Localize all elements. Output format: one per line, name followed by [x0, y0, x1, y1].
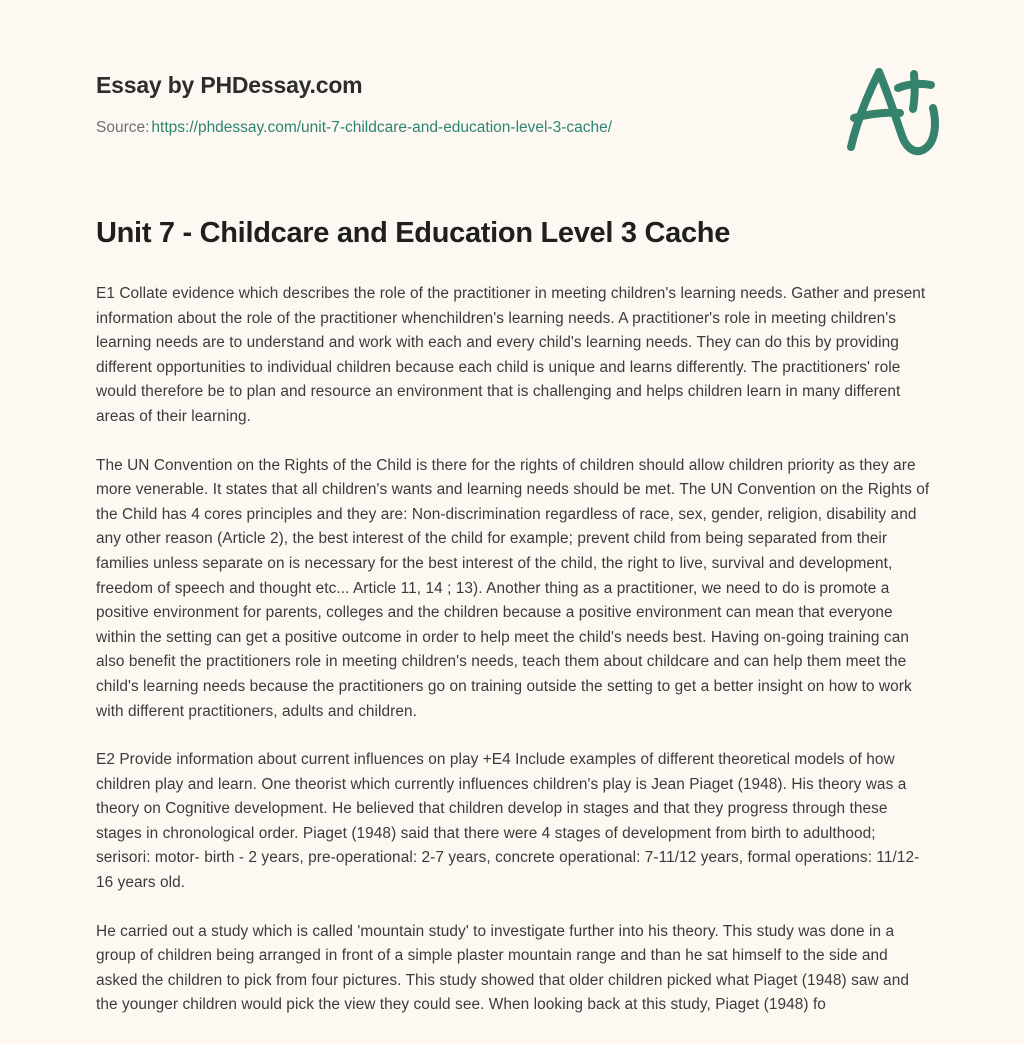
- paragraph: The UN Convention on the Rights of the Child is there for the rights of children should allow children priority as they are more venerable. It states that all children's wants and learning needs should be met. The UN Convention on the Rights of the Child has 4 cores principles and they are: Non-discrimination regardless of race, sex, gender, religion, disability and any other reason (Article 2), the best interest of the child for example; prevent child from being separated from their families unless separate on is necessary for the best interest of the child, the right to live, survival and development, freedom of speech and thought etc... Article 11, 14 ; 13). Another thing as a practitioner, we need to do is promote a positive environment for parents, colleges and the children because a positive environment can mean that everyone within the setting can get a positive outcome in order to help meet the child's needs best. Having on-going training can also benefit the practitioners role in meeting children's needs, teach them about childcare and can help them meet the child's learning needs because the practitioners go on training outside the setting to get a better insight on how to work with different practitioners, adults and children.: [96, 456, 930, 720]
- document-header: [0, 0, 1024, 175]
- paragraph: E2 Provide information about current influences on play +E4 Include examples of different theoretical models of how children play and learn. One theorist which currently influences children's play is Jean Piaget (1948). His theory was a theory on Cognitive development. He believed that children develop in stages and that they progress through these stages in chronological order. Piaget (1948) said that there were 4 stages of development from birth to adulthood; serisori: motor- birth - 2 years, pre-operational: 2-7 years, concrete operational: 7-11/12 years, formal operations: 11/12-16 years old.: [96, 751, 920, 892]
- paragraph: He carried out a study which is called 'mountain study' to investigate further into his theory. This study was done in a group of children being arranged in front of a simple plaster mountain range and than he sat himself to the side and asked the children to pick from four pictures. This study showed that older children picked what Piaget (1948) saw and the younger children would pick the view they could see. When looking back at this study, Piaget (1948) fo: [96, 922, 909, 1014]
- brand-block: [96, 70, 796, 138]
- article: [96, 214, 932, 1018]
- brand-title: Essay by PHDessay.com: [96, 72, 363, 98]
- a-plus-handwritten-icon: [836, 62, 946, 160]
- a-plus-logo: [836, 62, 946, 160]
- source-label: Source:: [96, 119, 150, 136]
- article-body: [96, 282, 932, 1018]
- source-url-link[interactable]: https://phdessay.com/unit-7-childcare-and-education-level-3-cache/: [151, 119, 613, 136]
- page-title: Unit 7 - Childcare and Education Level 3 Cache: [96, 217, 731, 249]
- source-line: [96, 118, 796, 138]
- paragraph: E1 Collate evidence which describes the role of the practitioner in meeting children's learning needs. Gather and present information about the role of the practitioner whenchildren's learning needs. A practitioner's role in meeting children's learning needs are to understand and work with each and every child's learning needs. They can do this by providing different opportunities to individual children because each child is unique and learns differently. The practitioners' role would therefore be to plan and resource an environment that is challenging and helps children learn in many different areas of their learning.: [96, 285, 926, 425]
